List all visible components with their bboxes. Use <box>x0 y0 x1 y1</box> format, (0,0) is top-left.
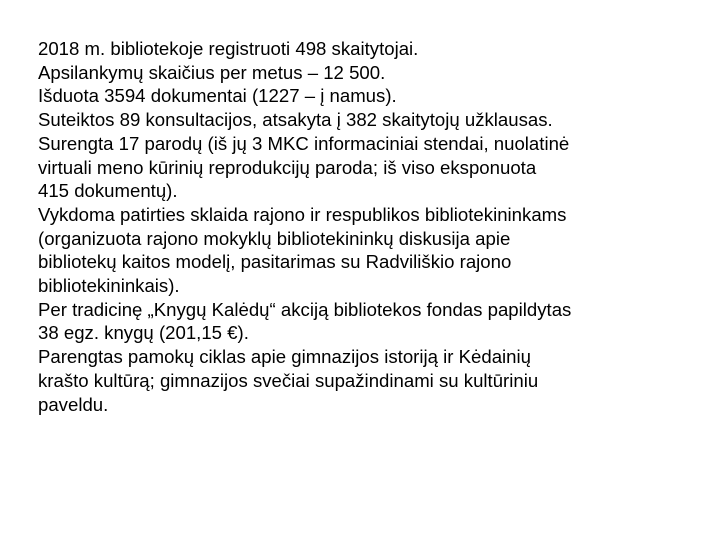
text-line: 415 dokumentų). <box>38 180 178 202</box>
text-line: paveldu. <box>38 393 109 415</box>
paragraph-christmas-books <box>38 298 698 345</box>
text-line: Suteiktos 89 konsultacijos, atsakyta į 382 skaitytojų užklausas. <box>38 109 553 131</box>
text-line: bibliotekininkais). <box>38 275 180 297</box>
text-line: Vykdoma patirties sklaida rajono ir respublikos bibliotekininkams <box>38 203 567 225</box>
paragraph-lesson-cycle <box>38 345 698 416</box>
text-line: krašto kultūrą; gimnazijos svečiai supažindinami su kultūriniu <box>38 369 539 391</box>
paragraph-experience-sharing <box>38 203 698 298</box>
text-line: (organizuota rajono mokyklų bibliotekininkų diskusija apie <box>38 227 511 249</box>
text-line: Per tradicinę „Knygų Kalėdų“ akciją bibliotekos fondas papildytas <box>38 298 572 320</box>
paragraph-issued-documents <box>38 84 698 108</box>
text-line: Išduota 3594 dokumentai (1227 – į namus). <box>38 85 397 107</box>
text-line: 2018 m. bibliotekoje registruoti 498 skaitytojai. <box>38 38 419 59</box>
paragraph-visits <box>38 61 698 85</box>
paragraph-registered-readers <box>38 37 698 61</box>
slide-body-text <box>38 37 698 416</box>
text-line: Surengta 17 parodų (iš jų 3 MKC informaciniai stendai, nuolatinė <box>38 132 570 154</box>
text-line: virtuali meno kūrinių reprodukcijų paroda; iš viso eksponuota <box>38 156 537 178</box>
text-line: Parengtas pamokų ciklas apie gimnazijos istoriją ir Kėdainių <box>38 346 531 368</box>
text-line: bibliotekų kaitos modelį, pasitarimas su Radviliškio rajono <box>38 251 512 273</box>
text-line: 38 egz. knygų (201,15 €). <box>38 322 249 344</box>
paragraph-exhibitions <box>38 132 698 203</box>
text-line: Apsilankymų skaičius per metus – 12 500. <box>38 61 386 83</box>
paragraph-consultations <box>38 108 698 132</box>
